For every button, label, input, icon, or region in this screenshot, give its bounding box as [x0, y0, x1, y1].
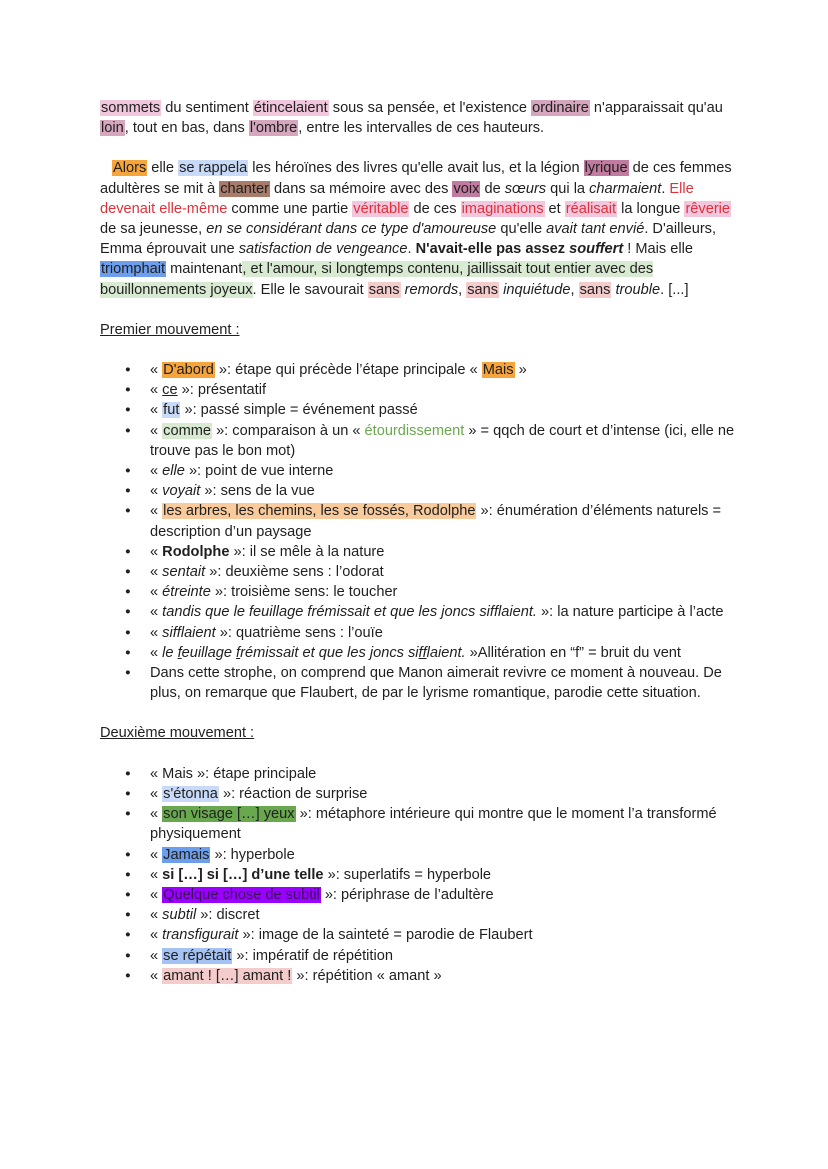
text: « — [150, 644, 163, 661]
text: « — [150, 402, 163, 419]
text: »: la nature participe à l’acte — [536, 604, 724, 621]
text: . Elle le savourait — [252, 281, 368, 298]
text: les héroïnes des livres qu'elle avait lus, et la légion — [248, 160, 584, 177]
italic-avait-tant-envie: avait tant envié — [546, 221, 645, 238]
underline-ff: ff — [418, 644, 427, 661]
text: . [...] — [660, 281, 689, 298]
text: »: quatrième sens : l’ouïe — [215, 624, 383, 641]
text: »: image de la sainteté = parodie de Flaubert — [238, 927, 533, 944]
italic-subtil: subtil — [162, 907, 197, 924]
italic-transfigurait: transfigurait — [162, 927, 239, 944]
text: »: étape qui précède l’étape principale « — [214, 362, 482, 379]
text: » — [514, 362, 527, 379]
list-item — [100, 400, 740, 420]
list-item — [100, 643, 740, 663]
italic-trouble: trouble — [615, 281, 661, 298]
text: « — [150, 483, 163, 500]
text: »: réaction de surprise — [218, 785, 368, 802]
bold-si-si: si […] si […] d’une telle — [162, 866, 324, 883]
text: , — [458, 281, 467, 298]
text: , entre les intervalles de ces hauteurs. — [298, 120, 545, 137]
text: . D'ailleurs, Emma éprouvait une — [100, 221, 717, 258]
text: « — [150, 866, 163, 883]
text: laient. — [426, 644, 466, 661]
highlight-chanter: chanter — [220, 180, 269, 197]
underline-f: f — [236, 644, 241, 661]
text: euillage — [181, 644, 237, 661]
list-item — [100, 946, 740, 966]
list-item — [100, 885, 740, 905]
italic-sentait: sentait — [162, 564, 206, 581]
text: »: hyperbole — [210, 846, 295, 863]
highlight-reverie: rêverie — [685, 200, 731, 217]
bullet-list-premier-mouvement — [100, 360, 740, 703]
text: de ces — [409, 200, 461, 217]
italic-elle: elle — [162, 463, 185, 480]
list-item — [100, 784, 740, 804]
text: . — [661, 180, 670, 197]
text: « — [150, 846, 163, 863]
bold-rodolphe: Rodolphe — [162, 543, 230, 560]
text: « — [150, 422, 163, 439]
list-item — [100, 360, 740, 380]
text: qu'elle — [496, 221, 547, 238]
section-title-deuxieme-mouvement: Deuxième mouvement : — [100, 725, 255, 742]
text: ! Mais elle — [623, 241, 693, 258]
highlight-ordinaire: ordinaire — [532, 100, 589, 116]
italic-le-feuillage — [162, 645, 465, 661]
text: »: point de vue interne — [184, 463, 334, 480]
italic-voyait: voyait — [162, 483, 201, 500]
text: de sa jeunesse, — [100, 221, 207, 238]
text: qui la — [546, 180, 590, 197]
text: , tout en bas, dans — [124, 120, 249, 137]
text: « — [150, 785, 163, 802]
list-item — [100, 562, 740, 582]
bullet-list-deuxieme-mouvement — [100, 764, 740, 986]
text: « — [150, 362, 163, 379]
list-item — [100, 804, 740, 844]
text: « — [150, 382, 163, 399]
highlight-setonna: s'étonna — [163, 785, 218, 802]
text: »: discret — [196, 907, 260, 924]
highlight-son-visage: son visage […] yeux — [163, 806, 295, 823]
list-item — [100, 865, 740, 885]
text: « — [150, 463, 163, 480]
red-text-elle-devenait: Elle devenait elle-même — [100, 180, 694, 217]
highlight-lyrique: lyrique — [584, 160, 628, 177]
text: « — [150, 503, 163, 520]
highlight-jamais: Jamais — [163, 846, 210, 863]
text: « — [150, 624, 163, 641]
text: »Allitération en “f” = bruit du vent — [465, 644, 681, 661]
text: maintenant — [166, 261, 243, 278]
text: « — [150, 543, 163, 560]
highlight-les-arbres: les arbres, les chemins, les se fossés, Rodolphe — [163, 503, 476, 520]
text: »: sens de la vue — [200, 483, 315, 500]
highlight-comme: comme — [163, 422, 212, 439]
text: comme une partie — [227, 200, 353, 217]
text: « Mais »: étape principale — [150, 765, 317, 782]
highlight-fut: fut — [163, 402, 180, 419]
highlight-quelque-chose: Quelque chose de subtil — [163, 886, 320, 903]
section-title-premier-mouvement: Premier mouvement : — [100, 321, 240, 338]
italic-soeurs: sœurs — [504, 180, 547, 197]
italic-inquietude: inquiétude — [503, 281, 571, 298]
text: « — [150, 927, 163, 944]
list-item — [100, 602, 740, 622]
highlight-voix: voix — [453, 180, 480, 197]
highlight-sans-1: sans — [368, 281, 400, 298]
list-item — [100, 501, 740, 541]
text: « — [150, 907, 163, 924]
text: » = qqch de court et d’intense (ici, elle ne trouve pas le bon mot) — [150, 422, 735, 459]
italic-satisfaction: satisfaction de vengeance — [238, 241, 408, 258]
text: elle — [147, 160, 179, 177]
highlight-imaginations: imaginations — [461, 200, 544, 217]
text: de — [480, 180, 505, 197]
text: du sentiment — [161, 100, 253, 116]
spacer — [100, 744, 740, 764]
green-text-etourdissement: étourdissement — [364, 422, 465, 439]
list-item — [100, 421, 740, 461]
highlight-realisait: réalisait — [565, 200, 617, 217]
list-item — [100, 905, 740, 925]
highlight-veritable: véritable — [353, 200, 409, 217]
list-item — [100, 845, 740, 865]
text: « — [150, 967, 163, 984]
highlight-lamour-jaillissait: , et l'amour, si longtemps contenu, jaillissait tout entier avec des bouillonnements joyeux — [100, 261, 654, 298]
highlight-alors: Alors — [113, 160, 147, 177]
list-item — [100, 966, 740, 986]
text: n'apparaissait qu'au — [589, 100, 723, 116]
text: »: deuxième sens : l’odorat — [205, 564, 384, 581]
list-item — [100, 461, 740, 481]
highlight-sommets: sommets — [101, 100, 161, 116]
italic-remords: remords — [404, 281, 459, 298]
text: »: répétition « amant » — [292, 967, 442, 984]
text: « — [150, 806, 163, 823]
text: »: énumération d’éléments naturels = description d’un paysage — [150, 503, 722, 540]
text: sous sa pensée, et l'existence — [328, 100, 532, 116]
highlight-se-repetait: se répétait — [163, 947, 232, 964]
text: »: superlatifs = hyperbole — [323, 866, 492, 883]
text: la longue — [617, 200, 685, 217]
list-item — [100, 623, 740, 643]
spacer — [100, 703, 740, 723]
bold-italic-souffert: souffert — [569, 241, 624, 258]
italic-tandis-que: tandis que le feuillage frémissait et que les joncs sifflaient. — [162, 604, 537, 621]
text: »: métaphore intérieure qui montre que le moment l’a transformé physiquement — [150, 806, 717, 843]
text: « — [150, 584, 163, 601]
text: « — [150, 886, 163, 903]
list-item — [100, 925, 740, 945]
text: Dans cette strophe, on comprend que Manon aimerait revivre ce moment à nouveau. De plus, on remarque que Flaubert, de par le lyrisme romantique, parodie cette situation. — [150, 665, 722, 702]
list-item — [100, 764, 740, 784]
highlight-dabord: D'abord — [163, 362, 214, 379]
text: « — [150, 564, 163, 581]
list-item — [100, 380, 740, 400]
text: »: troisième sens: le toucher — [210, 584, 398, 601]
italic-charmaient: charmaient — [589, 180, 662, 197]
italic-etreinte: étreinte — [162, 584, 211, 601]
spacer — [100, 300, 740, 320]
document-page — [100, 98, 740, 986]
highlight-mais: Mais — [482, 362, 514, 379]
list-item — [100, 542, 740, 562]
highlight-loin: loin — [101, 120, 124, 137]
highlight-sans-2: sans — [467, 281, 499, 298]
spacer — [100, 138, 740, 158]
highlight-lombre: l'ombre — [249, 120, 298, 137]
list-item — [100, 582, 740, 602]
text: et — [544, 200, 565, 217]
highlight-etincelaient: étincelaient — [253, 100, 328, 116]
italic-sifflaient: sifflaient — [162, 624, 216, 641]
italic-en-se-considerant: en se considérant dans ce type d'amoureuse — [206, 221, 497, 238]
text: rémissait et que les joncs si — [240, 644, 419, 661]
text: , — [570, 281, 579, 298]
underline-ce: ce — [162, 382, 178, 399]
highlight-triomphait: triomphait — [101, 261, 166, 278]
text: »: comparaison à un « — [212, 422, 365, 439]
text: »: il se mêle à la nature — [229, 543, 385, 560]
bold-navait-elle: N'avait-elle pas assez — [415, 241, 570, 258]
list-item — [100, 663, 740, 703]
highlight-amant: amant ! […] amant ! — [163, 967, 292, 984]
text: « — [150, 604, 163, 621]
text: »: présentatif — [177, 382, 267, 399]
paragraph-quote-1 — [100, 98, 740, 138]
text: de ces femmes adultères se mit à — [100, 160, 732, 197]
paragraph-quote-2 — [100, 158, 740, 299]
highlight-se-rappela: se rappela — [179, 160, 248, 177]
text: dans sa mémoire avec des — [269, 180, 453, 197]
text: « — [150, 947, 163, 964]
text: »: impératif de répétition — [232, 947, 393, 964]
underline-f: f — [177, 644, 182, 661]
spacer — [100, 340, 740, 360]
text: »: passé simple = événement passé — [180, 402, 418, 419]
text: . — [407, 241, 416, 258]
text: »: périphrase de l’adultère — [320, 886, 494, 903]
text: le — [162, 644, 178, 661]
highlight-sans-3: sans — [579, 281, 611, 298]
list-item — [100, 481, 740, 501]
